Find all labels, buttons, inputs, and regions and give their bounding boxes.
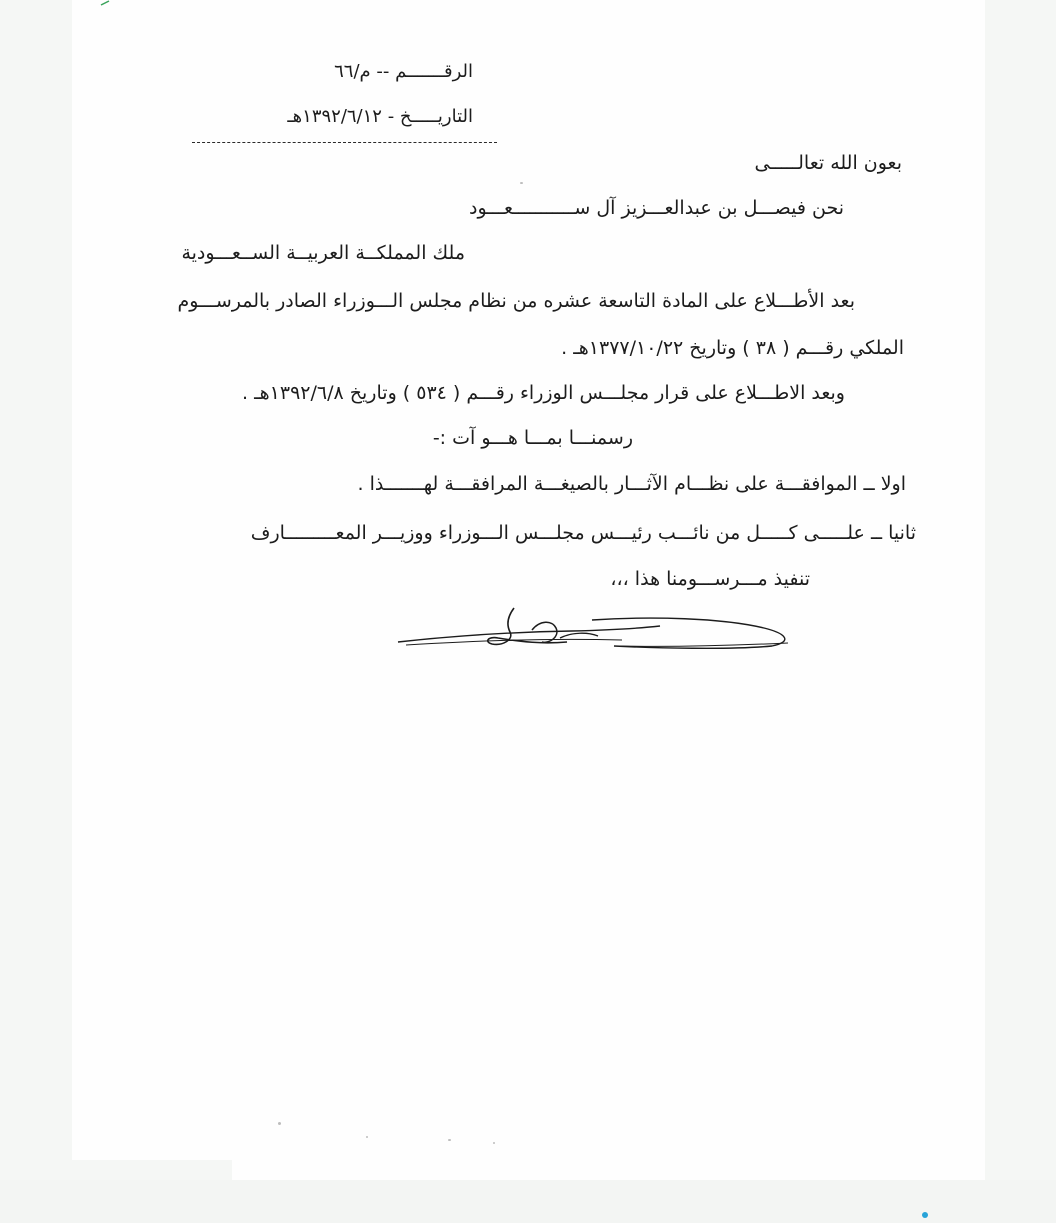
king-title-line: ملك المملكــة العربيــة الســعـــودية bbox=[181, 242, 465, 264]
scan-speck bbox=[278, 1122, 281, 1125]
preamble-line-1: بعد الأطـــلاع على المادة التاسعة عشره من نظام مجلس الـــوزراء الصادر بالمرســـوم bbox=[177, 290, 855, 312]
scan-speck bbox=[493, 1142, 495, 1144]
article-2: ثانيا ــ علـــــى كـــــل من نائـــب رئيـــس مجلـــس الـــوزراء ووزيـــر المعـــــــــارف bbox=[250, 522, 916, 544]
basmala-line: بعون الله تعالـــــى bbox=[754, 152, 902, 174]
preamble-line-2: الملكي رقـــم ( ٣٨ ) وتاريخ ١٣٧٧/١٠/٢٢هـ . bbox=[561, 337, 904, 359]
corner-mark-icon bbox=[100, 0, 110, 6]
decree-heading: رسمنـــا بمـــا هـــو آت :- bbox=[432, 427, 633, 449]
royal-signature bbox=[392, 602, 794, 662]
document-date: التاريـــــخ - ١٣٩٢/٦/١٢هـ bbox=[287, 106, 473, 127]
reference-number: الرقـــــــم -- م/٦٦ bbox=[334, 61, 473, 82]
king-name-line: نحن فيصـــل بن عبدالعـــزيز آل ســـــــــــعـــود bbox=[469, 197, 844, 219]
scan-marker-dot bbox=[922, 1212, 928, 1218]
scan-speck bbox=[448, 1139, 451, 1141]
closing-line: تنفيذ مـــرســـومنا هذا ،،، bbox=[610, 568, 810, 590]
preamble-line-3: وبعد الاطـــلاع على قرار مجلـــس الوزراء رقـــم ( ٥٣٤ ) وتاريخ ١٣٩٢/٦/٨هـ . bbox=[242, 382, 845, 404]
article-1: اولا ــ الموافقـــة على نظـــام الآثـــار بالصيغـــة المرافقـــة لهـــــــذا . bbox=[357, 473, 906, 495]
scan-speck bbox=[520, 182, 523, 184]
header-divider bbox=[192, 142, 497, 143]
scan-speck bbox=[366, 1136, 368, 1138]
